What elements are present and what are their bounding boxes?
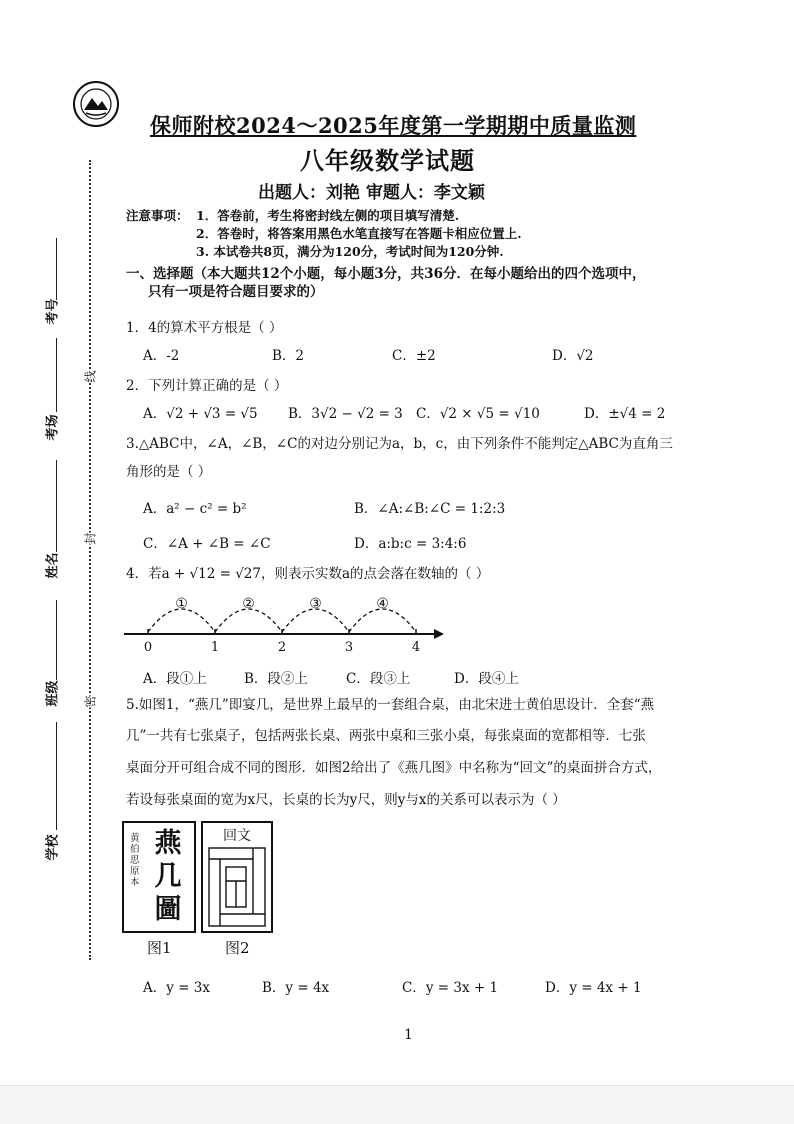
school-title: 保师附校2024～2025年度第一学期期中质量监测 <box>150 113 637 138</box>
q3-option-b: B．∠A:∠B:∠C = 1:2:3 <box>354 501 506 517</box>
notice-item: 2．答卷时，将答案用黑色水笔直接写在答题卡相应位置上. <box>196 226 522 241</box>
segment-label-3: ③ <box>309 596 322 612</box>
figure-1-caption: 图1 <box>147 939 172 957</box>
field-label-kaochang: 考场 <box>45 414 61 441</box>
seal-char-xian: 线 <box>83 370 98 383</box>
q5-option-d: D．y = 4x + 1 <box>545 980 642 996</box>
page-number: 1 <box>404 1027 413 1043</box>
figure-2-table-layout <box>208 847 266 927</box>
figure-1-title: 燕几圖 <box>154 828 182 925</box>
field-line-kaohao <box>56 238 57 300</box>
number-line-figure <box>118 588 448 654</box>
tick-label-0: 0 <box>143 640 153 654</box>
seal-dotted-line <box>89 160 91 960</box>
segment-label-4: ④ <box>376 596 389 612</box>
question-5-line4: 若设每张桌面的宽为x尺，长桌的长为y尺，则y与x的关系可以表示为（ ） <box>126 792 566 808</box>
question-3-stem-cont: 角形的是（ ） <box>126 464 212 480</box>
q5-option-c: C．y = 3x + 1 <box>402 980 499 996</box>
q1-option-d: D．√2 <box>552 348 594 364</box>
field-line-kaochang <box>56 338 57 412</box>
segment-label-1: ① <box>175 596 188 612</box>
segment-arc-2 <box>215 609 282 632</box>
figure-2-title: 回文 <box>223 828 251 844</box>
field-label-kaohao: 考号 <box>45 298 61 325</box>
tick-label-2: 2 <box>277 640 287 654</box>
q4-option-b: B．段②上 <box>244 671 308 687</box>
segment-arc-3 <box>282 609 349 632</box>
field-label-class: 班级 <box>45 680 61 707</box>
segment-label-2: ② <box>242 596 255 612</box>
figure-1-small-text: 黄伯思原本 <box>130 833 140 888</box>
school-logo <box>72 80 120 128</box>
notice-item: 1．答卷前，考生将密封线左侧的项目填写清楚. <box>196 208 460 223</box>
q2-option-d: D．±√4 = 2 <box>584 406 666 422</box>
q3-option-d: D．a:b:c = 3:4:6 <box>354 536 467 552</box>
q5-option-a: A．y = 3x <box>143 980 210 996</box>
question-2-stem: 2．下列计算正确的是（ ） <box>126 378 288 394</box>
q3-option-a: A．a² − c² = b² <box>143 501 247 517</box>
field-line-school <box>56 722 57 830</box>
field-line-name <box>56 460 57 552</box>
notice-label: 注意事项： <box>126 208 189 223</box>
q5-option-b: B．y = 4x <box>262 980 330 996</box>
q4-option-c: C．段③上 <box>346 671 411 687</box>
tick-label-3: 3 <box>344 640 354 654</box>
section-heading-cont: 只有一项是符合题目要求的） <box>148 284 324 300</box>
segment-arc-1 <box>148 609 215 632</box>
q1-option-a: A．-2 <box>143 348 180 364</box>
exam-title: 八年级数学试题 <box>300 146 475 175</box>
page-bottom-area <box>0 1085 794 1124</box>
figure-2-huiwen <box>201 821 273 933</box>
question-5-line2: 几”一共有七张桌子，包括两张长桌、两张中桌和三张小桌，每张桌面的宽都相等．七张 <box>126 728 646 744</box>
figure-1-yanji-book <box>122 821 196 933</box>
q2-option-c: C．√2 × √5 = √10 <box>416 406 540 422</box>
question-5-line1: 5.如图1，“燕几”即宴几，是世界上最早的一套组合桌，由北宋进士黄伯思设计．全套“燕 <box>126 697 655 713</box>
question-3-stem: 3.△ABC中，∠A，∠B，∠C的对边分别记为a，b，c，由下列条件不能判定△ABC为直角三 <box>126 436 673 452</box>
q3-option-c: C．∠A + ∠B = ∠C <box>143 536 271 552</box>
q1-option-b: B．2 <box>272 348 305 364</box>
tick-label-4: 4 <box>411 640 421 654</box>
q2-option-a: A．√2 + √3 = √5 <box>143 406 258 422</box>
field-label-school: 学校 <box>45 834 61 861</box>
q2-option-b: B．3√2 − √2 = 3 <box>288 406 403 422</box>
tick-label-1: 1 <box>210 640 220 654</box>
q4-option-a: A．段①上 <box>143 671 207 687</box>
question-1-stem: 1．4的算术平方根是（ ） <box>126 320 283 336</box>
figure-2-caption: 图2 <box>225 939 250 957</box>
seal-char-mi: 密 <box>83 695 98 708</box>
field-line-class <box>56 600 57 680</box>
field-label-name: 姓名 <box>45 552 61 579</box>
q4-option-d: D．段④上 <box>454 671 519 687</box>
question-5-line3: 桌面分开可组合成不同的图形．如图2给出了《燕几图》中名称为“回文”的桌面拼合方式， <box>126 760 662 776</box>
axis-arrow <box>434 629 444 639</box>
segment-arc-4 <box>349 609 416 632</box>
question-4-stem: 4．若a + √12 = √27，则表示实数a的点会落在数轴的（ ） <box>126 566 490 582</box>
notice-item: 3. 本试卷共8页，满分为120分，考试时间为120分钟. <box>196 244 504 259</box>
authors: 出题人：刘艳 审题人：李文颖 <box>258 183 485 203</box>
section-heading: 一、选择题（本大题共12个小题，每小题3分，共36分．在每小题给出的四个选项中， <box>126 266 646 282</box>
q1-option-c: C．±2 <box>392 348 436 364</box>
seal-char-feng: 封 <box>83 532 98 545</box>
